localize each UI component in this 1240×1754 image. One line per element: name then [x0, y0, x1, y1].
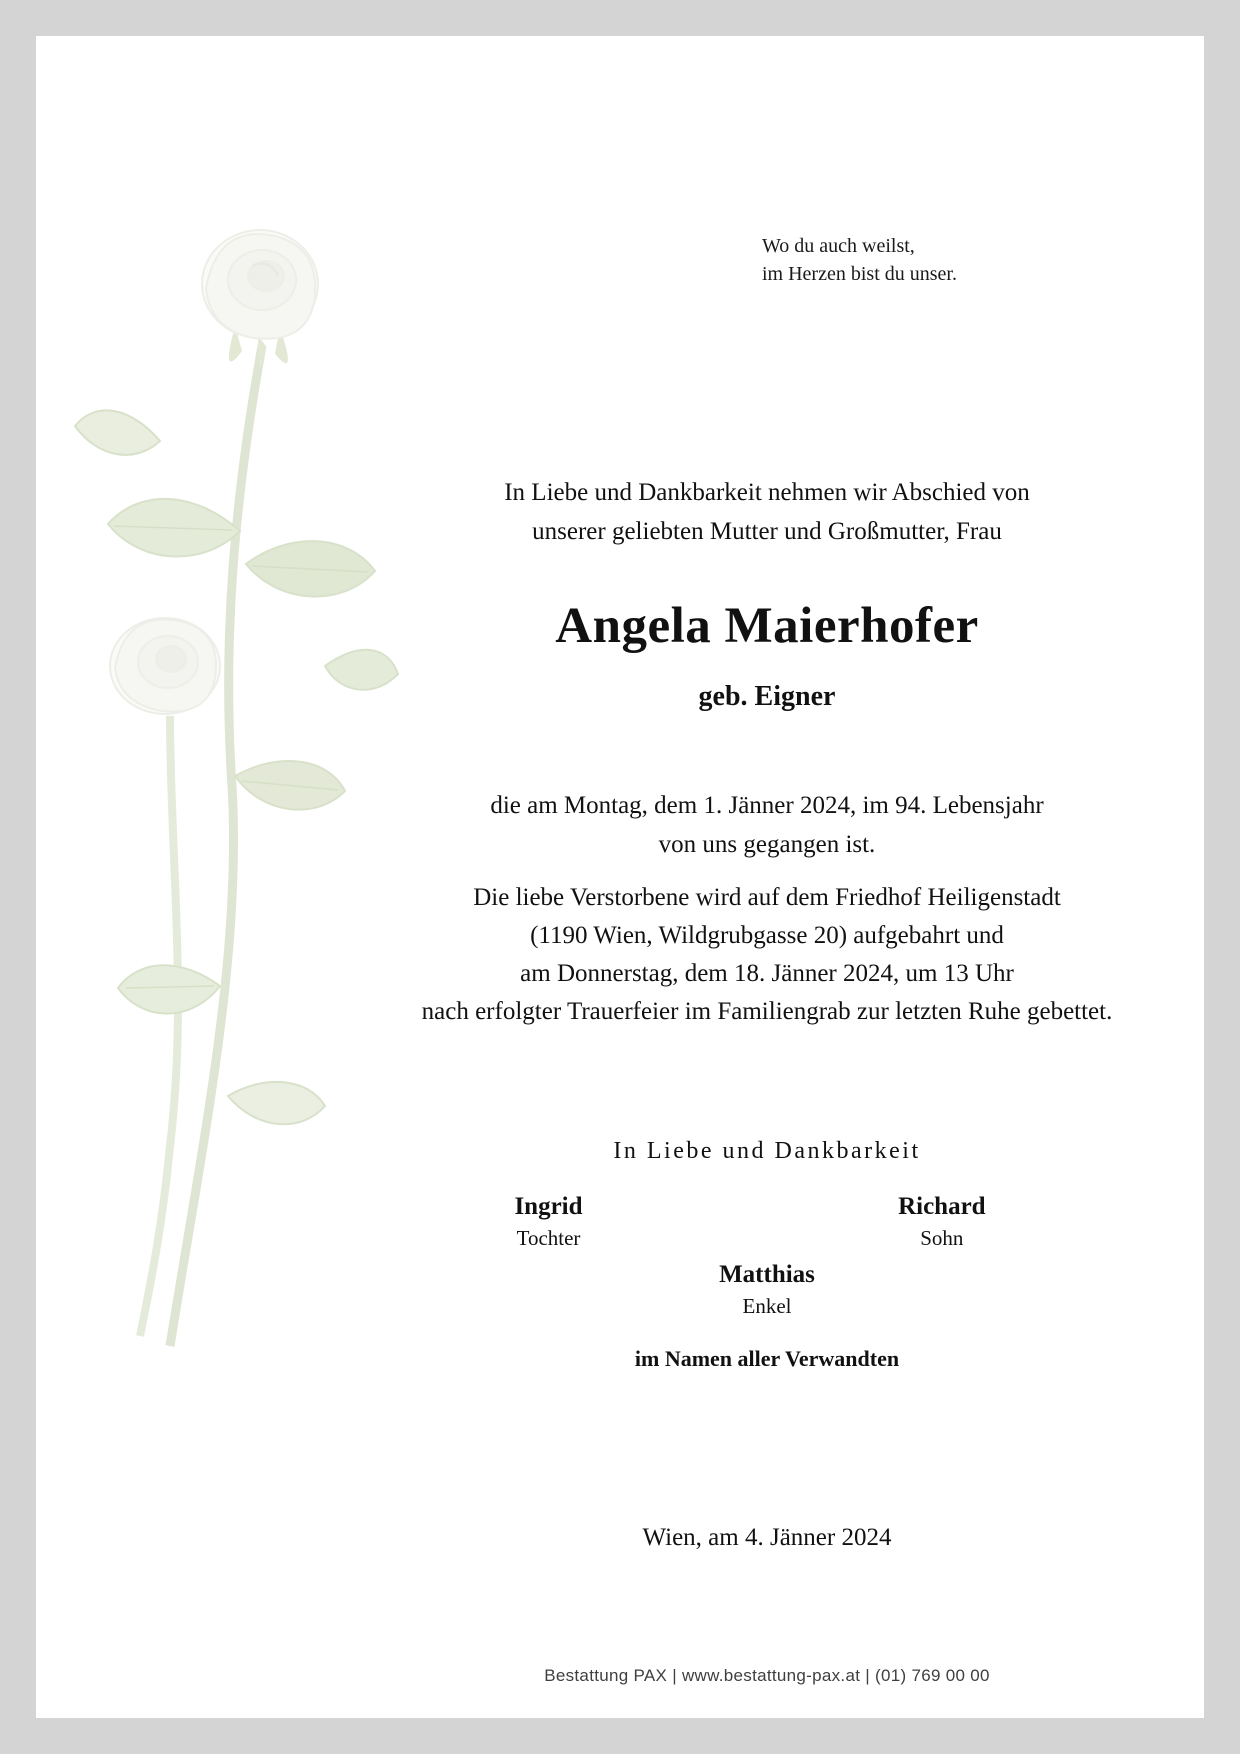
obituary-card: [36, 36, 1204, 1718]
death-info-line-2: von uns gegangen ist.: [658, 831, 876, 858]
mourner-name: Ingrid: [514, 1193, 583, 1220]
deceased-name: Angela Maierhofer: [555, 598, 979, 654]
intro-text: [330, 473, 1204, 551]
condolence-closing: im Namen aller Verwandten: [634, 1346, 900, 1371]
funeral-info-line-3: am Donnerstag, dem 18. Jänner 2024, um 13 Uhr: [520, 960, 1014, 987]
mourner-relation: Tochter: [516, 1226, 581, 1250]
quote-line-1: Wo du auch weilst,: [762, 235, 915, 257]
mourner-name: Matthias: [719, 1261, 815, 1288]
mourner-son: [723, 1192, 1160, 1251]
death-info-line-1: die am Montag, dem 1. Jänner 2024, im 94. Lebensjahr: [490, 792, 1044, 819]
condolence-heading: In Liebe und Dankbarkeit: [613, 1138, 921, 1164]
mourner-grandson: [330, 1260, 1204, 1319]
funeral-home-footer: Bestattung PAX | www.bestattung-pax.at | (01) 769 00 00: [544, 1666, 990, 1685]
funeral-info: [330, 879, 1204, 1031]
obituary-content: [330, 36, 1204, 1718]
quote-line-2: im Herzen bist du unser.: [762, 263, 957, 285]
death-info: [330, 786, 1204, 864]
deceased-birth-name: geb. Eigner: [698, 681, 836, 712]
funeral-info-line-1: Die liebe Verstorbene wird auf dem Friedhof Heiligenstadt: [473, 884, 1061, 911]
intro-line-2: unserer geliebten Mutter und Großmutter, Frau: [532, 518, 1002, 545]
funeral-info-line-4: nach erfolgter Trauerfeier im Familiengrab zur letzten Ruhe gebettet.: [421, 998, 1113, 1025]
mourner-daughter: [330, 1192, 767, 1251]
place-date-line: Wien, am 4. Jänner 2024: [642, 1524, 892, 1551]
mourner-relation: Enkel: [742, 1294, 792, 1318]
mourner-relation: Sohn: [920, 1226, 964, 1250]
funeral-info-line-2: (1190 Wien, Wildgrubgasse 20) aufgebahrt und: [530, 922, 1004, 949]
intro-line-1: In Liebe und Dankbarkeit nehmen wir Abschied von: [504, 479, 1030, 506]
mourner-name: Richard: [898, 1193, 986, 1220]
